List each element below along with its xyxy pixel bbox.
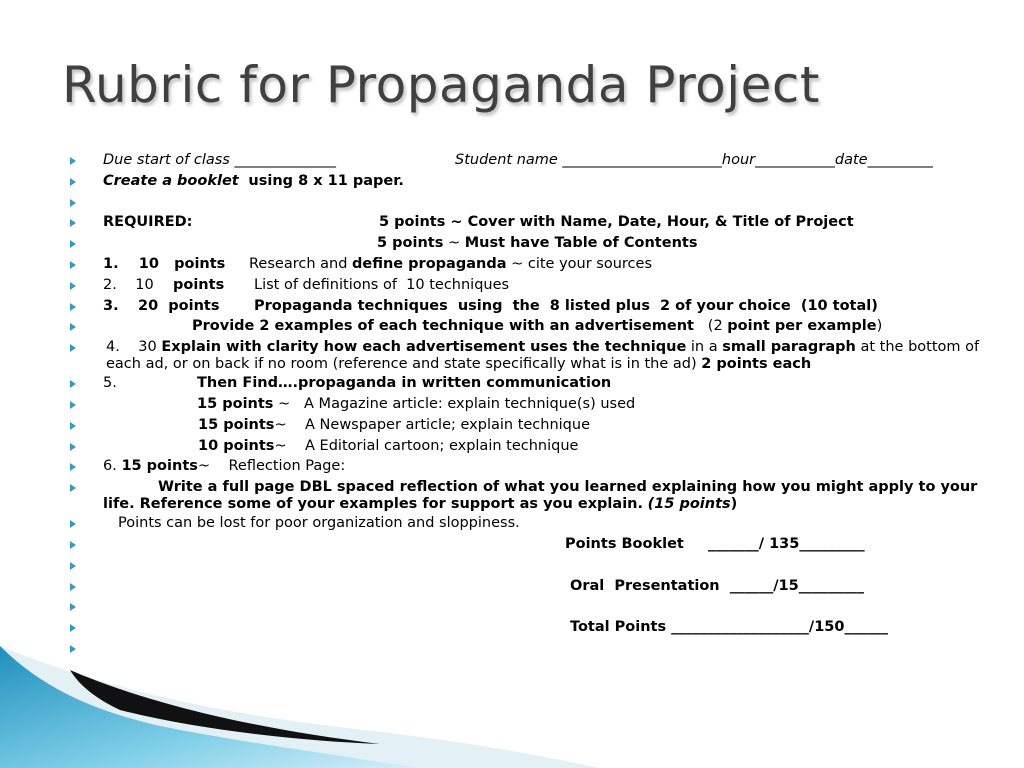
explain-in-a: in a	[690, 339, 718, 356]
list-item-booklet-total	[70, 536, 1000, 557]
bullet-icon	[70, 401, 76, 409]
two-points-each-text: 2 points each	[701, 356, 812, 373]
item-number: 4. 30	[106, 339, 157, 356]
due-date-label: Due start of class ______________	[103, 152, 336, 168]
booklet-total-label: Points Booklet	[565, 535, 684, 552]
item-number: 6.	[103, 458, 117, 475]
list-item-points-lost	[70, 515, 1000, 536]
toc-requirement: Must have Table of Contents	[464, 235, 698, 252]
reflection-tilde: ~	[197, 458, 211, 475]
research-text: Research and	[249, 255, 348, 272]
list-item-oral-presentation	[70, 578, 1000, 599]
cite-sources-text: ~ cite your sources	[511, 255, 653, 272]
list-item-table-of-contents	[70, 235, 1000, 256]
bullet-icon	[70, 562, 76, 570]
find-text: Then Find….propaganda in written communication	[197, 375, 612, 392]
examples-points-open: (2	[707, 318, 723, 335]
define-propaganda-text: define propaganda	[352, 255, 507, 272]
newspaper-points: 15 points	[198, 416, 275, 433]
student-info-label: Student name ______________________hour___________date_________	[455, 152, 933, 168]
list-item-write-reflection	[70, 479, 1000, 515]
total-points-text: Total Points ___________________/150______	[570, 619, 888, 636]
bullet-icon	[70, 603, 76, 611]
bullet-icon	[70, 157, 76, 165]
newspaper-text: A Newspaper article; explain technique	[305, 416, 590, 433]
examples-paren-open	[699, 318, 708, 334]
magazine-text: A Magazine article: explain technique(s) used	[304, 395, 636, 412]
slide-title: Rubric for Propaganda Project	[62, 56, 821, 114]
bullet-icon	[70, 443, 76, 451]
list-item-empty	[70, 194, 1000, 215]
list-item-due-date	[70, 152, 1000, 173]
booklet-total-blank: _______/ 135_________	[708, 535, 865, 552]
list-item-empty	[70, 557, 1000, 578]
bullet-icon	[70, 199, 76, 207]
required-label: REQUIRED:	[103, 214, 193, 231]
toc-tilde: ~	[443, 235, 465, 252]
bullet-icon	[70, 219, 76, 227]
examples-text: Provide 2 examples of each technique with an advertisement	[192, 318, 694, 335]
bullet-icon	[70, 583, 76, 591]
bullet-icon	[70, 178, 76, 186]
item-number: 1. 10 points	[103, 255, 226, 272]
bullet-icon	[70, 541, 76, 549]
editorial-points: 10 points	[198, 437, 275, 454]
booklet-label: Create a booklet	[103, 172, 239, 189]
bullet-icon	[70, 323, 76, 331]
bullet-icon	[70, 422, 76, 430]
list-item-find	[70, 375, 1000, 396]
list-item-examples	[70, 318, 1000, 339]
newspaper-tilde: ~	[274, 416, 287, 433]
reflection-label: Reflection Page:	[228, 458, 346, 475]
item-number: 5.	[103, 375, 117, 392]
rubric-list	[70, 152, 1000, 661]
magazine-gap	[295, 396, 304, 412]
list-item-newspaper	[70, 417, 1000, 438]
cover-requirement: 5 points ~ Cover with Name, Date, Hour, & Title of Project	[379, 214, 854, 231]
fifteen-points-text: (15 points	[647, 496, 731, 513]
examples-paren-close: )	[876, 318, 883, 335]
list-item-booklet	[70, 173, 1000, 194]
small-paragraph-text: small paragraph	[722, 339, 856, 356]
definitions-text: List of definitions of 10 techniques	[254, 276, 510, 293]
fifteen-points-close: )	[730, 496, 738, 513]
list-item-reflection	[70, 458, 1000, 479]
magazine-tilde: ~	[278, 395, 291, 412]
explain-rest-text: at the bottom of each ad, or on back if no room (reference and state specifically what is in the ad)	[106, 339, 980, 373]
list-item-required	[70, 214, 1000, 235]
list-item-definitions	[70, 277, 1000, 298]
bullet-icon	[70, 282, 76, 290]
list-item-total-points	[70, 619, 1000, 640]
reflection-points: 15 points	[121, 458, 198, 475]
bullet-icon	[70, 484, 76, 492]
toc-points: 5 points	[377, 235, 444, 252]
points-lost-text: Points can be lost for poor organization and sloppiness.	[118, 515, 520, 532]
newspaper-gap	[291, 417, 305, 433]
item-number: 2. 10	[103, 276, 154, 293]
list-item-empty	[70, 598, 1000, 619]
techniques-text: Propaganda techniques using the 8 listed plus 2 of your choice (10 total)	[254, 297, 878, 314]
list-item-research	[70, 256, 1000, 277]
editorial-tilde: ~	[274, 437, 287, 454]
per-example-text: point per example	[727, 318, 877, 335]
magazine-points: 15 points	[197, 395, 274, 412]
item-points: points	[173, 276, 225, 293]
write-reflection-text: Write a full page DBL spaced reflection of what you learned explaining how you might apply to your life. Reference some of your examples for support as you explain.	[103, 479, 978, 513]
decorative-wave	[0, 646, 620, 768]
paper-size-text: using 8 x 11 paper.	[248, 172, 404, 189]
bullet-icon	[70, 463, 76, 471]
editorial-text: A Editorial cartoon; explain technique	[305, 437, 579, 454]
list-item-magazine	[70, 396, 1000, 417]
bullet-icon	[70, 240, 76, 248]
editorial-gap	[291, 438, 305, 454]
list-item-editorial	[70, 438, 1000, 459]
bullet-icon	[70, 261, 76, 269]
bullet-icon	[70, 520, 76, 528]
bullet-icon	[70, 344, 76, 352]
explain-text: Explain with clarity how each advertisement uses the technique	[161, 339, 687, 356]
bullet-icon	[70, 380, 76, 388]
item-number: 3.	[103, 297, 119, 314]
oral-presentation-text: Oral Presentation ______/15_________	[570, 577, 864, 594]
bullet-icon	[70, 624, 76, 632]
list-item-explain	[70, 339, 1000, 375]
reflection-gap	[215, 458, 229, 474]
bullet-icon	[70, 303, 76, 311]
list-item-techniques	[70, 298, 1000, 319]
item-points: 20 points	[138, 297, 220, 314]
